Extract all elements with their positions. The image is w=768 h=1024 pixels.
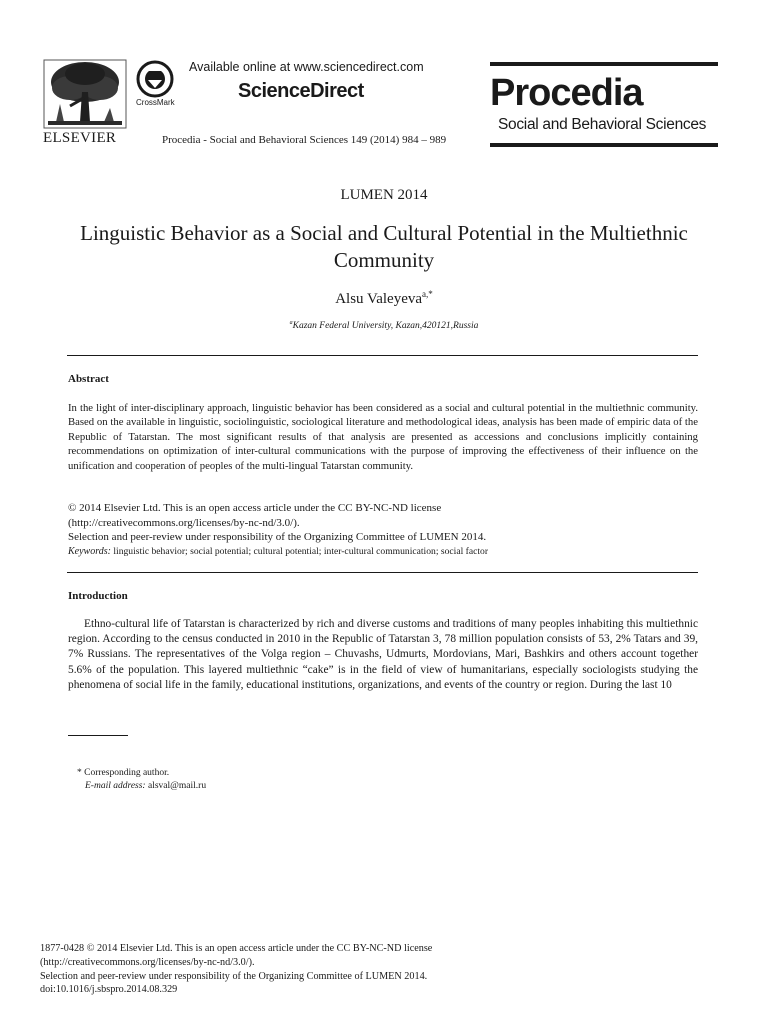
abstract-heading: Abstract <box>68 373 109 385</box>
journal-citation: Procedia - Social and Behavioral Sciences 149 (2014) 984 – 989 <box>162 134 447 146</box>
abstract-text: In the light of inter-disciplinary approach, linguistic behavior has been considered as a social and cultural potential in the multiethnic community. Based on the available in linguistic, sociolinguistic, sociological literature and methodological ideas, analysis has been made of empiric data of the Republic of Tatarstan. The most significant results of that analysis are presented as accessions and conclusions implicitly containing recommendations on optimization of inter-cultural communications with the purpose of improving the effectiveness of their influence on the unification and cooperation of peoples of the multi-lingual Tatarstan community. <box>68 402 698 472</box>
keywords-label: Keywords: <box>68 546 111 557</box>
page-footer <box>40 942 740 997</box>
conference-name: LUMEN 2014 <box>340 187 428 203</box>
paper-title: Linguistic Behavior as a Social and Cultural Potential in the Multiethnic Community <box>80 221 688 272</box>
copyright-line: © 2014 Elsevier Ltd. This is an open access article under the CC BY-NC-ND license <box>68 502 442 514</box>
divider-bottom <box>67 572 698 573</box>
sciencedirect-logo: ScienceDirect <box>238 80 364 102</box>
procedia-title: Procedia <box>490 72 643 114</box>
affiliation <box>0 320 768 331</box>
introduction-heading: Introduction <box>68 590 128 602</box>
affiliation-mark: a <box>289 320 293 326</box>
email-label: E-mail address: <box>85 781 146 791</box>
procedia-rule-bottom <box>490 143 718 147</box>
keywords-line <box>68 546 698 557</box>
footer-license-link[interactable]: (http://creativecommons.org/licenses/by-nc-nd/3.0/). <box>40 956 255 968</box>
corresponding-author-note: * Corresponding author. <box>77 768 170 778</box>
crossmark-label: CrossMark <box>136 98 175 107</box>
procedia-subtitle: Social and Behavioral Sciences <box>498 116 707 133</box>
keywords-text: linguistic behavior; social potential; cultural potential; inter-cultural communication; social factor <box>113 546 489 557</box>
copyright-block <box>68 501 698 545</box>
footnote-rule <box>68 735 128 736</box>
procedia-rule-top <box>490 62 718 66</box>
issn-line: 1877-0428 © 2014 Elsevier Ltd. This is an open access article under the CC BY-NC-ND license <box>40 943 433 954</box>
introduction-text: Ethno-cultural life of Tatarstan is characterized by rich and diverse customs and traditions of many peoples inhabiting this multiethnic region. According to the census conducted in 2010 in the Republic of Tatarstan 3, 78 million population consists of 53, 2% Tatars and 39, 7% Russians. The representatives of the Volga region – Chuvashs, Udmurts, Mordovians, Mari, Bashkirs and others account together 5.6% of the population. This layered multiethnic “cake” is in the field of view of humanitarians, especially sociologists studying the phenomena of social life in the family, educational institutions, organizations, and events of the country or region. During the last 10 <box>68 618 698 691</box>
doi-line[interactable]: doi:10.1016/j.sbspro.2014.08.329 <box>40 984 178 996</box>
divider-top <box>67 355 698 356</box>
email-line <box>85 781 206 791</box>
license-link[interactable]: (http://creativecommons.org/licenses/by-nc-nd/3.0/). <box>68 516 300 529</box>
author-name: Alsu Valeyeva <box>335 291 423 307</box>
elsevier-wordmark: ELSEVIER <box>43 130 117 146</box>
author-line <box>0 289 768 308</box>
author-marks: a,* <box>422 289 433 299</box>
available-online-text: Available online at www.sciencedirect.com <box>189 60 424 74</box>
footer-peer-review: Selection and peer-review under responsibility of the Organizing Committee of LUMEN 2014. <box>40 970 428 982</box>
affiliation-text: Kazan Federal University, Kazan,420121,Russia <box>292 321 479 332</box>
email-address[interactable]: alsval@mail.ru <box>147 781 207 791</box>
peer-review-line: Selection and peer-review under responsibility of the Organizing Committee of LUMEN 2014. <box>68 531 487 543</box>
